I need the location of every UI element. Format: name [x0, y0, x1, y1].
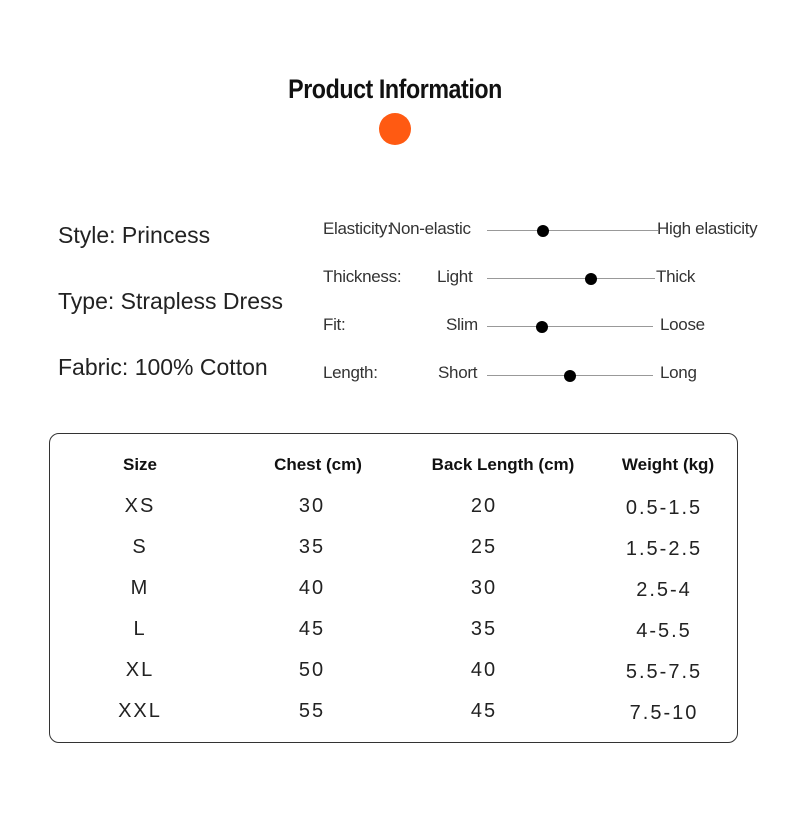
table-cell: 45 [470, 700, 498, 722]
table-cell: 30 [470, 577, 498, 599]
scale-low-fit: Slim [446, 315, 478, 334]
scale-track-fit [487, 326, 653, 327]
table-header-back-length: Back Length (cm) [431, 455, 575, 474]
scale-knob-fit [536, 321, 548, 333]
table-cell: S [132, 536, 148, 558]
table-header-size: Size [122, 455, 158, 474]
scale-knob-elasticity [537, 225, 549, 237]
scale-name-elasticity: Elasticity: [323, 219, 392, 238]
table-cell: 40 [298, 577, 326, 599]
table-cell: 20 [470, 495, 498, 517]
scale-low-elasticity: Non-elastic [389, 219, 471, 238]
scale-name-thickness: Thickness: [323, 267, 402, 286]
scale-name-fit: Fit: [323, 315, 346, 334]
accent-dot [379, 113, 411, 145]
table-cell: 40 [470, 659, 498, 681]
scale-low-thickness: Light [437, 267, 473, 286]
table-cell: 45 [298, 618, 326, 640]
table-cell: 5.5-7.5 [625, 661, 703, 683]
attribute-style [58, 222, 210, 249]
scale-name-length: Length: [323, 363, 378, 382]
table-cell: 7.5-10 [629, 702, 699, 724]
table-cell: 30 [298, 495, 326, 517]
scale-high-elasticity: High elasticity [657, 219, 758, 238]
table-cell: 55 [298, 700, 326, 722]
page-title: Product Information [288, 74, 502, 104]
attribute-fabric [58, 354, 268, 381]
table-cell: XL [125, 659, 155, 681]
attribute-key: Style: [58, 222, 116, 248]
table-cell: L [133, 618, 147, 640]
scale-high-fit: Loose [660, 315, 705, 334]
table-cell: 2.5-4 [636, 579, 692, 601]
scale-high-length: Long [660, 363, 697, 382]
scale-track-thickness [487, 278, 655, 279]
attribute-value: Strapless Dress [120, 288, 283, 314]
table-header-chest: Chest (cm) [274, 455, 362, 474]
table-cell: 0.5-1.5 [625, 497, 703, 519]
table-cell: 1.5-2.5 [625, 538, 703, 560]
table-cell: 50 [298, 659, 326, 681]
table-cell: 25 [470, 536, 498, 558]
table-cell: 35 [298, 536, 326, 558]
scale-low-length: Short [438, 363, 478, 382]
table-cell: XXL [118, 700, 162, 722]
table-cell: M [130, 577, 150, 599]
scale-high-thickness: Thick [656, 267, 696, 286]
scale-track-elasticity [487, 230, 658, 231]
table-cell: 4-5.5 [636, 620, 692, 642]
table-header-weight: Weight (kg) [621, 455, 715, 474]
table-cell: XS [124, 495, 156, 517]
attribute-value: 100% Cotton [134, 354, 268, 380]
scale-knob-thickness [585, 273, 597, 285]
attribute-key: Fabric: [58, 354, 129, 380]
attribute-type [58, 288, 283, 315]
attribute-key: Type: [58, 288, 115, 314]
attribute-value: Princess [121, 222, 211, 248]
scale-knob-length [564, 370, 576, 382]
table-cell: 35 [470, 618, 498, 640]
